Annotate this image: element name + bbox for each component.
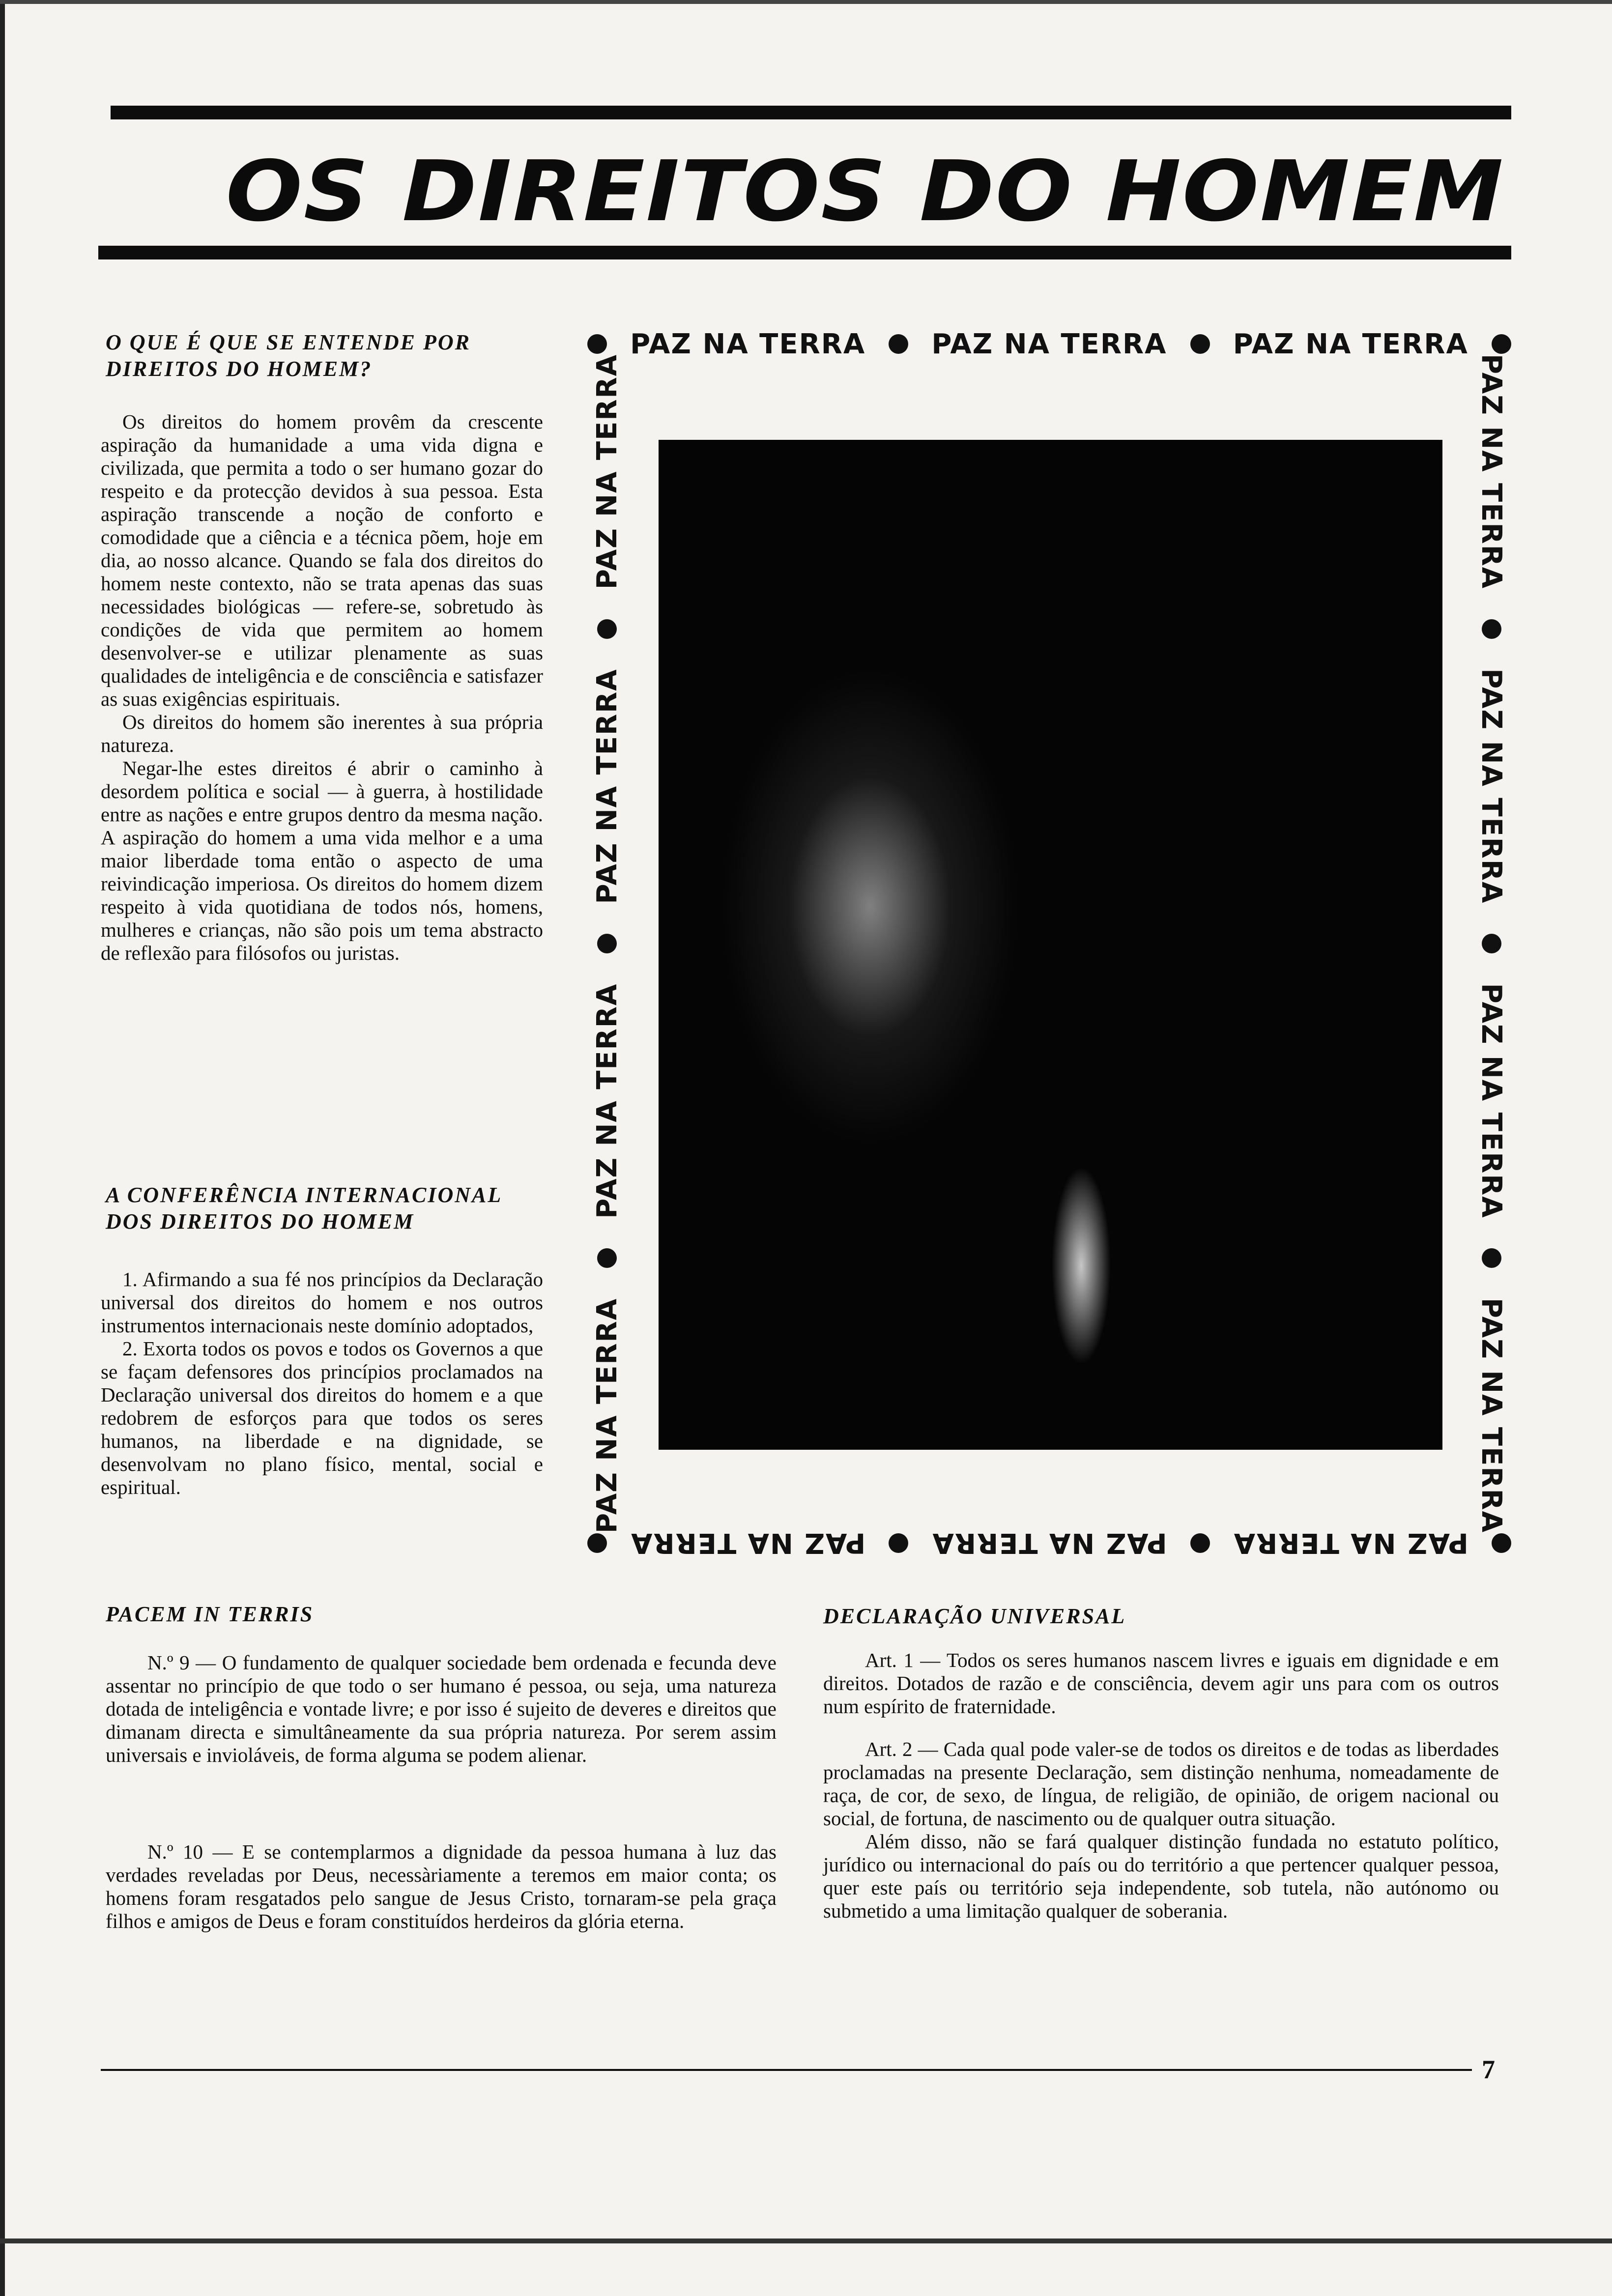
bullet-dot — [889, 334, 908, 354]
bullet-dot — [1190, 1533, 1210, 1553]
frame-slogan: PAZ NA TERRA — [1475, 354, 1508, 590]
declaration-heading: DECLARAÇÃO UNIVERSAL — [823, 1604, 1126, 1628]
frame-slogan: PAZ NA TERRA — [1233, 1527, 1468, 1559]
pacem-body — [106, 1651, 777, 1933]
frame-slogan: PAZ NA TERRA — [1233, 328, 1468, 360]
frame-slogan: PAZ NA TERRA — [1475, 1297, 1508, 1533]
bullet-dot — [1492, 334, 1511, 354]
bullet-dot — [597, 619, 617, 639]
pacem-paragraph: N.º 10 — E se contemplarmos a dignidade da pessoa humana à luz das verdades reveladas por Deus, necessàriamente a teremos em maior conta; os homens foram resgatados pelo sangue de Jesus Cristo, tornaram-se pela graça filhos e amigos de Deus e foram constituídos herdeiros da glória eterna. — [106, 1840, 777, 1932]
bullet-dot — [587, 334, 607, 354]
declaration-paragraph: Art. 1 — Todos os seres humanos nascem livres e iguais em dignidade e em direitos. Dotados de razão e de consciência, devem agir uns para com os outros num espírito de fraternidade. — [823, 1649, 1499, 1718]
declaration-body — [823, 1649, 1499, 1923]
conference-body — [101, 1268, 543, 1499]
page-top-edge — [0, 0, 1612, 4]
page-number: 7 — [1482, 2055, 1495, 2084]
conference-paragraph: 1. Afirmando a sua fé nos princípios da Declaração universal dos direitos do homem e nos outros instrumentos internacionais neste domínio adoptados, — [101, 1268, 543, 1337]
bullet-dot — [597, 934, 617, 953]
frame-slogan: PAZ NA TERRA — [931, 328, 1167, 360]
frame-slogan: PAZ NA TERRA — [591, 354, 623, 590]
bullet-dot — [1190, 334, 1210, 354]
bullet-dot — [587, 1533, 607, 1553]
rights-paragraph: Os direitos do homem provêm da crescente aspiração da humanidade a uma vida digna e civilizada, que permita a todo o ser humano gozar do respeito e da protecção devidos à sua pessoa. Esta aspiração transcende a noção de conforto e comodidade que a ciência e a técnica põem, hoje em dia, ao nosso alcance. Quando se fala dos direitos do homem neste contexto, não se trata apenas das suas necessidades biológicas — refere-se, sobretudo às condições de vida que permitem ao homem desenvolver-se e utilizar plenamente as suas qualidades de inteligência e de consciência e satisfazer as suas exigências espirituais. — [101, 410, 543, 710]
frame-slogan: PAZ NA TERRA — [591, 668, 623, 904]
bullet-dot — [1482, 1248, 1501, 1268]
frame-slogan: PAZ NA TERRA — [931, 1527, 1167, 1559]
frame-slogan-right — [1472, 354, 1511, 1533]
pacem-paragraph: N.º 9 — O fundamento de qualquer sociedade bem ordenada e fecunda deve assentar no princípio de que todo o ser humano é pessoa, ou seja, uma natureza dotada de inteligência e vontade livre; e por isso é sujeito de deveres e direitos que dimanam directa e simultâneamente da sua própria natureza. Por serem assim universais e invioláveis, de forma alguma se podem alienar. — [106, 1651, 777, 1766]
frame-slogan-left — [587, 354, 627, 1533]
frame-slogan-top — [587, 324, 1511, 364]
page-left-edge — [0, 0, 5, 2296]
declaration-paragraph: Além disso, não se fará qualquer distinção fundada no estatuto político, jurídico ou internacional do país ou do território a que pertencer qualquer pessoa, quer este país ou território seja independente, sob tutela, não autónomo ou submetido a uma limitação qualquer de soberania. — [823, 1830, 1499, 1922]
bullet-dot — [1482, 619, 1501, 639]
frame-slogan: PAZ NA TERRA — [1475, 983, 1508, 1219]
bottom-edge-rule — [0, 2239, 1612, 2243]
frame-slogan: PAZ NA TERRA — [630, 1527, 866, 1559]
title-rule-bottom — [98, 246, 1511, 259]
rights-paragraph: Negar-lhe estes direitos é abrir o caminho à desordem política e social — à guerra, à hostilidade entre as nações e entre grupos dentro da mesma nação. A aspiração do homem a uma vida melhor e a uma maior liberdade toma então o aspecto de uma reivindicação imperiosa. Os direitos do homem dizem respeito à vida quotidiana de todos nós, homens, mulheres e crianças, não são pois um tema abstracto de reflexão para filósofos ou juristas. — [101, 757, 543, 964]
page-title: OS DIREITOS DO HOMEM — [226, 143, 1505, 240]
frame-slogan: PAZ NA TERRA — [630, 328, 866, 360]
bullet-dot — [1482, 934, 1501, 953]
declaration-paragraph: Art. 2 — Cada qual pode valer-se de todos os direitos e de todas as liberdades proclamadas na presente Declaração, sem distinção nenhuma, nomeadamente de raça, de cor, de sexo, de língua, de religião, de opinião, de origem nacional ou social, de fortuna, de nascimento ou de qualquer outra situação. — [823, 1738, 1499, 1830]
conference-paragraph: 2. Exorta todos os povos e todos os Governos a que se façam defensores dos princípios proclamados na Declaração universal dos direitos do homem e a que redobrem de esforços para que todos os seres humanos, na liberdade e na dignidade, se desenvolvam no plano físico, mental, social e espiritual. — [101, 1337, 543, 1498]
frame-slogan: PAZ NA TERRA — [591, 1297, 623, 1533]
bullet-dot — [597, 1248, 617, 1268]
title-rule-top — [111, 106, 1511, 119]
bullet-dot — [1492, 1533, 1511, 1553]
dark-photograph — [659, 440, 1442, 1450]
frame-slogan-bottom — [587, 1523, 1511, 1563]
frame-slogan: PAZ NA TERRA — [591, 983, 623, 1219]
rights-heading: O QUE É QUE SE ENTENDE POR DIREITOS DO HOMEM? — [106, 330, 471, 381]
pacem-heading: PACEM IN TERRIS — [106, 1602, 314, 1626]
footer-rule — [101, 2069, 1472, 2071]
frame-slogan: PAZ NA TERRA — [1475, 668, 1508, 904]
conference-heading: A CONFERÊNCIA INTERNACIONAL DOS DIREITOS DO HOMEM — [106, 1183, 502, 1234]
rights-paragraph: Os direitos do homem são inerentes à sua própria natureza. — [101, 711, 543, 756]
bullet-dot — [889, 1533, 908, 1553]
rights-body — [101, 410, 543, 965]
